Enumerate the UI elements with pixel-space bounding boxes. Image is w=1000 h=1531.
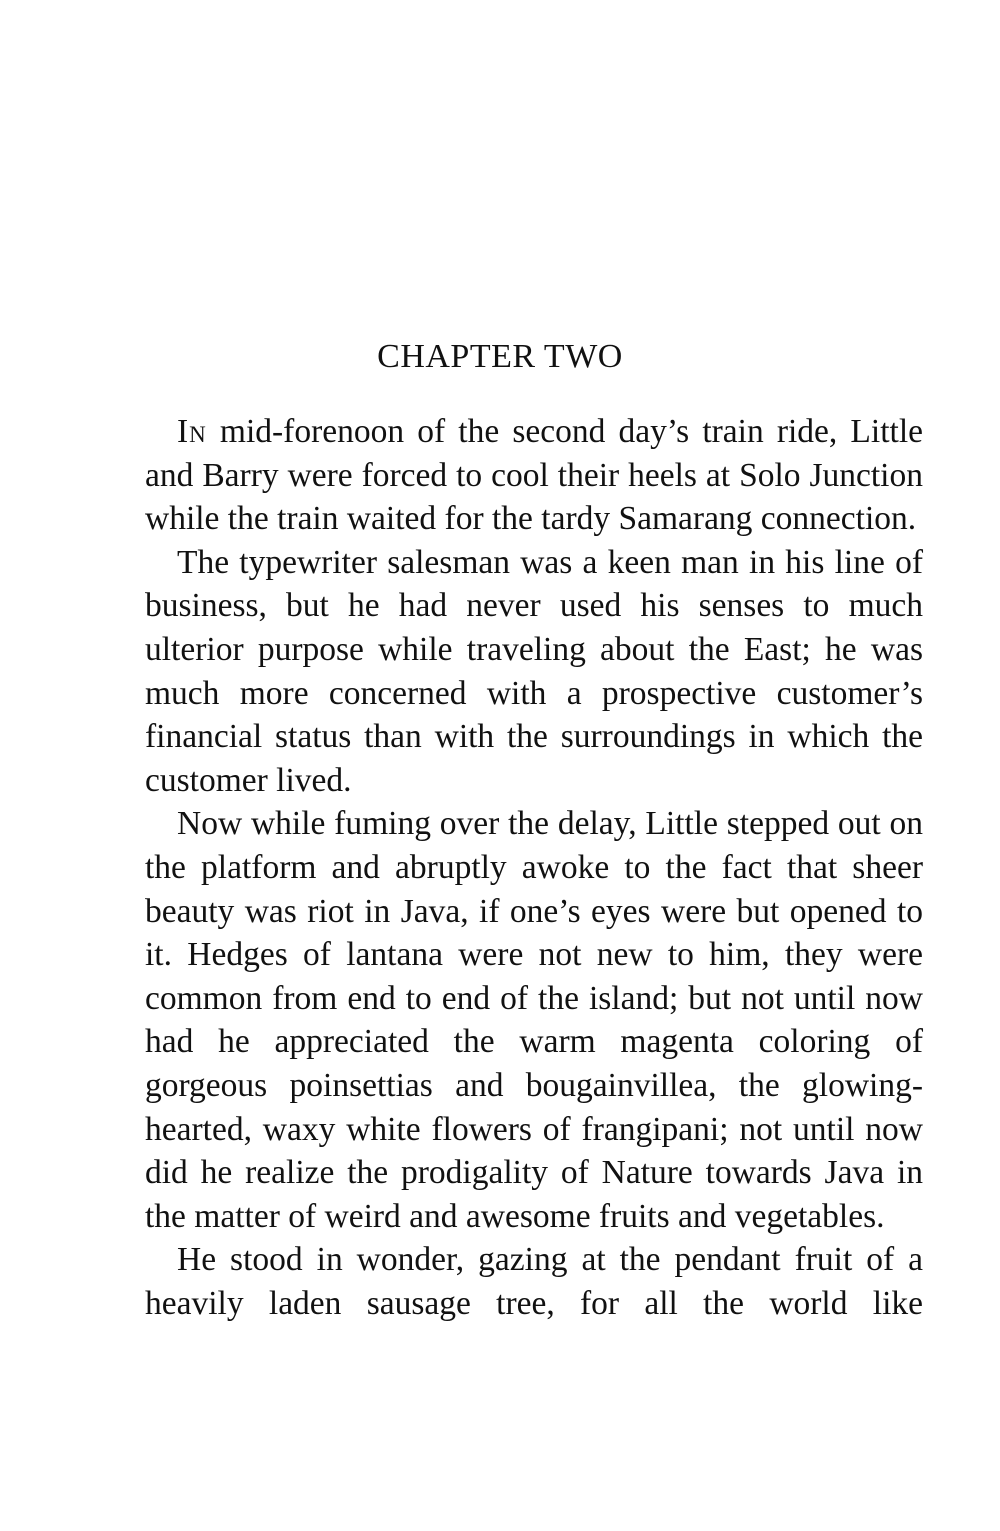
paragraph-1	[145, 410, 923, 541]
paragraph-text: Now while fuming over the delay, Little stepped out on the platform and abruptly awoke to the fact that sheer beauty was riot in Java, if one’s eyes were but opened to it. Hedges of lantana were not new to him, they were common from end to end of the island; but not until now had he appreciated the warm magenta coloring of gorgeous poinsettias and bougainvillea, the glowing-hearted, waxy white flowers of frangipani; not until now did he realize the prodigality of Nature towards Java in the matter of weird and awesome fruits and vegetables.	[145, 805, 923, 1235]
paragraph-lead-word: In	[177, 413, 207, 450]
paragraph-3	[145, 802, 923, 1238]
chapter-heading: CHAPTER TWO	[377, 338, 623, 375]
paragraph-text: He stood in wonder, gazing at the pendant fruit of a heavily laden sausage tree, for all the world like	[145, 1241, 923, 1322]
paragraph-text: mid-forenoon of the second day’s train ride, Little and Barry were forced to cool their heels at Solo Junction while the train waited for the tardy Samarang connection.	[145, 413, 923, 538]
paragraph-2	[145, 541, 923, 803]
paragraph-4	[145, 1238, 923, 1325]
body-text	[145, 410, 923, 1325]
paragraph-text: The typewriter salesman was a keen man in his line of business, but he had never used his senses to much ulterior purpose while traveling about the East; he was much more concerned with a prospective customer’s financial status than with the surroundings in which the customer lived.	[145, 543, 923, 799]
